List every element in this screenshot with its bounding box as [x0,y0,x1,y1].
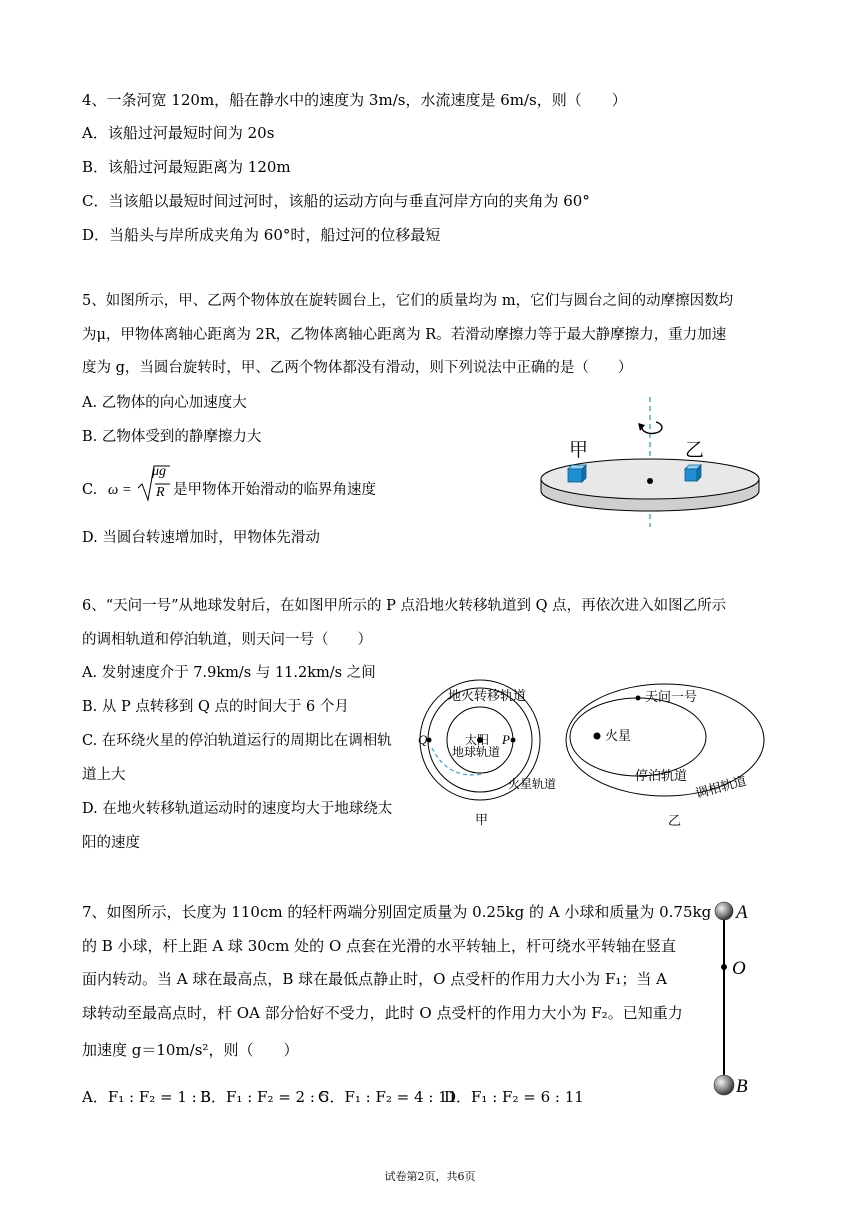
q6-option-d-line1: D. 在地火转移轨道运动时的速度均大于地球绕太 [82,801,393,817]
figure-yi-caption: 乙 [668,814,682,829]
parking-orbit-ellipse [570,698,706,776]
q6-stem-line1: 6、“天问一号”从地球发射后，在如图甲所示的 P 点沿地火转移轨道到 Q 点，再依次进入如图乙所示 [82,598,727,614]
q5-stem-line1: 5、如图所示，甲、乙两个物体放在旋转圆台上，它们的质量均为 m，它们与圆台之间的动摩擦因数均 [82,293,734,309]
q7-stem-line1: 7、如图所示，长度为 110cm 的轻杆两端分别固定质量为 0.25kg 的 A 小球和质量为 0.75kg [82,903,712,921]
rod-diagram [708,896,770,1102]
q5-option-d: D. 当圆台转速增加时，甲物体先滑动 [82,530,320,546]
phasing-orbit-label: 调相轨道 [694,773,749,802]
q7-stem-line3: 面内转动。当 A 球在最高点，B 球在最低点静止时，O 点受杆的作用力大小为 F₁；当 A [82,970,668,988]
q6-option-c-line1: C. 在环绕火星的停泊轨道运行的周期比在调相轨 [82,733,392,749]
q5-fraction-denominator: R [156,485,165,500]
orbit-diagram-jia [418,678,568,830]
mars-orbit-label: 火星轨道 [508,777,557,791]
earth-orbit-label: 地球轨道 [452,745,501,759]
ball-b [714,1075,734,1095]
turntable-diagram [535,392,775,532]
q4-option-b: B．该船过河最短距离为 120m [82,158,291,176]
point-p-dot [511,738,516,743]
q4-option-a: A．该船过河最短时间为 20s [82,124,275,142]
q6-option-c-line2: 道上大 [82,767,126,783]
q5-stem-line3: 度为 g，当圆台旋转时，甲、乙两个物体都没有滑动，则下列说法中正确的是（ ） [82,360,633,376]
tianwen-label: 天问一号 [645,690,698,705]
q6-option-b: B. 从 P 点转移到 Q 点的时间大于 6 个月 [82,699,349,715]
block-jia [568,465,586,482]
q7-stem-line5: 加速度 g＝10m/s²，则（ ） [82,1041,299,1059]
turntable-center-dot [647,478,653,484]
pivot-o-dot [721,964,727,970]
mars-dot [594,733,601,740]
q5-option-c-prefix: C. [82,482,98,498]
q4-option-c: C．当该船以最短时间过河时，该船的运动方向与垂直河岸方向的夹角为 60° [82,192,590,210]
q5-option-b: B. 乙物体受到的静摩擦力大 [82,429,262,445]
q4-option-d: D．当船头与岸所成夹角为 60°时，船过河的位移最短 [82,226,441,244]
q7-stem-line4: 球转动至最高点时，杆 OA 部分恰好不受力，此时 O 点受杆的作用力大小为 F₂。已知重力 [82,1004,683,1022]
q5-fraction-numerator: μg [152,464,167,479]
q6-option-d-line2: 阳的速度 [82,835,140,851]
q6-option-a: A. 发射速度介于 7.9km/s 与 11.2km/s 之间 [82,665,376,681]
orbit-diagram-yi [565,680,775,830]
q5-stem-line2: 为μ，甲物体离轴心距离为 2R，乙物体离轴心距离为 R。若滑动摩擦力等于最大静摩擦力，重力加速 [82,327,727,343]
q4-stem: 4、一条河宽 120m，船在静水中的速度为 3m/s，水流速度是 6m/s，则（ ） [82,91,627,109]
q7-option-b: B．F₁ : F₂ = 2 : 5 [200,1088,330,1106]
transfer-orbit-label: 地火转移轨道 [448,689,527,704]
rotation-arrow-icon [642,422,662,433]
q7-option-c: C．F₁ : F₂ = 4 : 11 [318,1088,458,1106]
spacecraft-dot [636,696,641,701]
label-yi: 乙 [685,439,705,461]
label-jia: 甲 [569,439,589,461]
q5-option-a: A. 乙物体的向心加速度大 [82,395,247,411]
q5-omega-symbol: ω = [108,482,132,498]
label-b: B [736,1076,748,1097]
page-footer: 试卷第2页，共6页 [384,1170,476,1183]
label-o: O [732,958,746,979]
figure-jia-caption: 甲 [475,813,489,828]
q7-option-d: D．F₁ : F₂ = 6 : 11 [444,1088,584,1106]
q6-stem-line2: 的调相轨道和停泊轨道，则天问一号（ ） [82,632,372,648]
q5-option-c-text: 是甲物体开始滑动的临界角速度 [173,482,376,498]
q7-option-a: A．F₁ : F₂ = 1 : 3 [82,1088,212,1106]
point-q-label: Q [418,732,428,747]
block-yi [685,465,701,481]
q7-stem-line2: 的 B 小球，杆上距 A 球 30cm 处的 O 点套在光滑的水平转轴上，杆可绕水平转轴在竖直 [82,937,677,955]
ball-a [715,902,733,920]
label-a: A [736,902,748,923]
mars-label: 火星 [605,729,632,744]
parking-orbit-label: 停泊轨道 [635,769,688,784]
point-p-label: P [502,732,510,747]
sun-label: 太阳 [465,733,490,747]
